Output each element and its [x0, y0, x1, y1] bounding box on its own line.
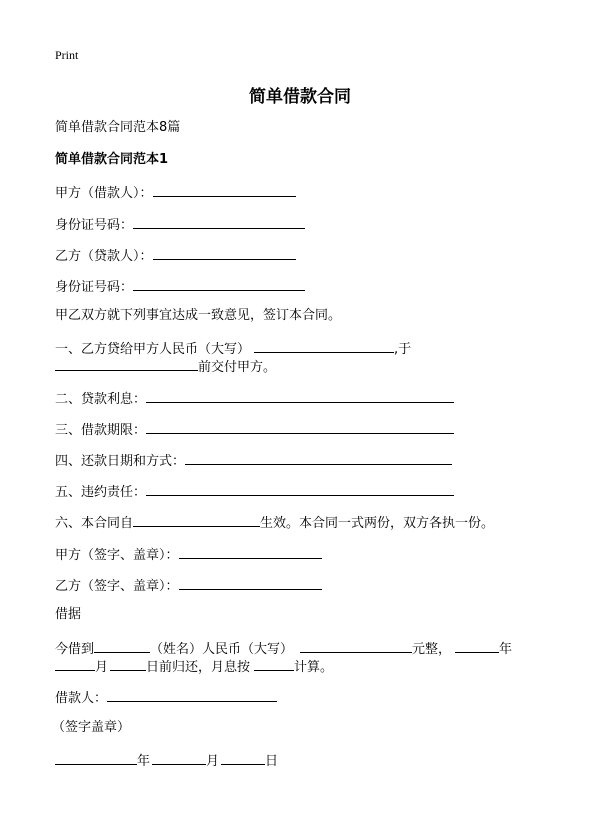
date-month-blank[interactable]	[152, 751, 206, 765]
lender-id-line	[55, 215, 305, 234]
borrower-blank[interactable]	[153, 246, 296, 260]
iou-borrower-blank[interactable]	[107, 688, 277, 702]
loan-amount-blank[interactable]	[254, 339, 394, 353]
iou-amount-blank[interactable]	[300, 639, 412, 653]
document-title: 简单借款合同	[249, 87, 351, 107]
date-month-label: 月	[206, 754, 220, 769]
borrower-id-blank[interactable]	[133, 277, 305, 291]
effective-text: 生效。本合同一式两份，双方各执一份。	[260, 516, 495, 531]
iou-month-label: 月	[95, 660, 109, 675]
sign-b-line	[55, 576, 322, 595]
clause5-line	[55, 482, 454, 501]
borrower-label: 乙方（贷款人）：	[55, 249, 153, 264]
iou-interest-blank[interactable]	[254, 657, 294, 671]
date-day-label: 日	[265, 754, 279, 769]
iou-date-line	[55, 751, 278, 770]
iou-name-label: （姓名）人民币（大写）	[150, 642, 294, 657]
lender-label: 甲方（借款人）：	[55, 186, 153, 201]
section-heading: 简单借款合同范本1	[55, 152, 169, 167]
iou-year-blank[interactable]	[455, 639, 499, 653]
repayment-label: 四、还款日期和方式：	[55, 454, 186, 469]
effective-date-blank[interactable]	[133, 513, 260, 527]
clause1-text: 一、乙方贷给甲方人民币（大写）	[55, 342, 251, 357]
iou-yuan: 元整，	[412, 642, 452, 657]
clause1-line1	[55, 339, 411, 358]
iou-line1	[55, 639, 512, 658]
iou-heading: 借据	[55, 607, 82, 622]
clause1-delivery: 前交付甲方。	[198, 360, 277, 375]
liability-blank[interactable]	[146, 482, 454, 496]
delivery-date-blank[interactable]	[55, 357, 198, 371]
iou-month-blank[interactable]	[55, 657, 95, 671]
sign-b-label: 乙方（签字、盖章）：	[55, 579, 179, 594]
clause2-line	[55, 389, 454, 408]
liability-label: 五、违约责任：	[55, 485, 147, 500]
iou-calc-label: 计算。	[294, 660, 334, 675]
iou-day-blank[interactable]	[110, 657, 146, 671]
term-label: 三、借款期限：	[55, 423, 147, 438]
lender-blank[interactable]	[153, 183, 296, 197]
clause1-at: ,于	[394, 342, 412, 357]
repayment-blank[interactable]	[185, 451, 452, 465]
sign-a-line	[55, 545, 322, 564]
clause6-line	[55, 513, 494, 532]
sign-a-blank[interactable]	[179, 545, 322, 559]
sign-b-blank[interactable]	[179, 576, 322, 590]
lender-line	[55, 183, 296, 202]
date-year-label: 年	[137, 754, 151, 769]
iou-borrower-label: 借款人：	[55, 691, 108, 706]
borrower-id-line	[55, 277, 305, 296]
date-day-blank[interactable]	[221, 751, 265, 765]
term-blank[interactable]	[146, 420, 454, 434]
clause4-line	[55, 451, 452, 470]
interest-label: 二、贷款利息：	[55, 392, 147, 407]
iou-year-label: 年	[499, 642, 513, 657]
lender-id-blank[interactable]	[133, 215, 305, 229]
borrower-id-label: 身份证号码：	[55, 280, 134, 295]
agreement-text: 甲乙双方就下列事宜达成一致意见，签订本合同。	[55, 308, 342, 323]
interest-blank[interactable]	[146, 389, 454, 403]
iou-borrowed: 今借到	[55, 642, 95, 657]
iou-borrower-line	[55, 688, 277, 707]
clause3-line	[55, 420, 454, 439]
sign-a-label: 甲方（签字、盖章）：	[55, 548, 179, 563]
iou-seal: （签字盖章）	[52, 720, 131, 735]
effective-label: 六、本合同自	[55, 516, 134, 531]
clause1-line2	[55, 357, 276, 376]
lender-id-label: 身份证号码：	[55, 218, 134, 233]
date-year-blank[interactable]	[55, 751, 137, 765]
iou-name-blank[interactable]	[94, 639, 150, 653]
subtitle: 简单借款合同范本8篇	[55, 120, 181, 135]
iou-interest-label: 日前归还，月息按	[146, 660, 251, 675]
print-label[interactable]: Print	[55, 48, 79, 62]
iou-line2	[55, 657, 333, 676]
borrower-line	[55, 246, 296, 265]
